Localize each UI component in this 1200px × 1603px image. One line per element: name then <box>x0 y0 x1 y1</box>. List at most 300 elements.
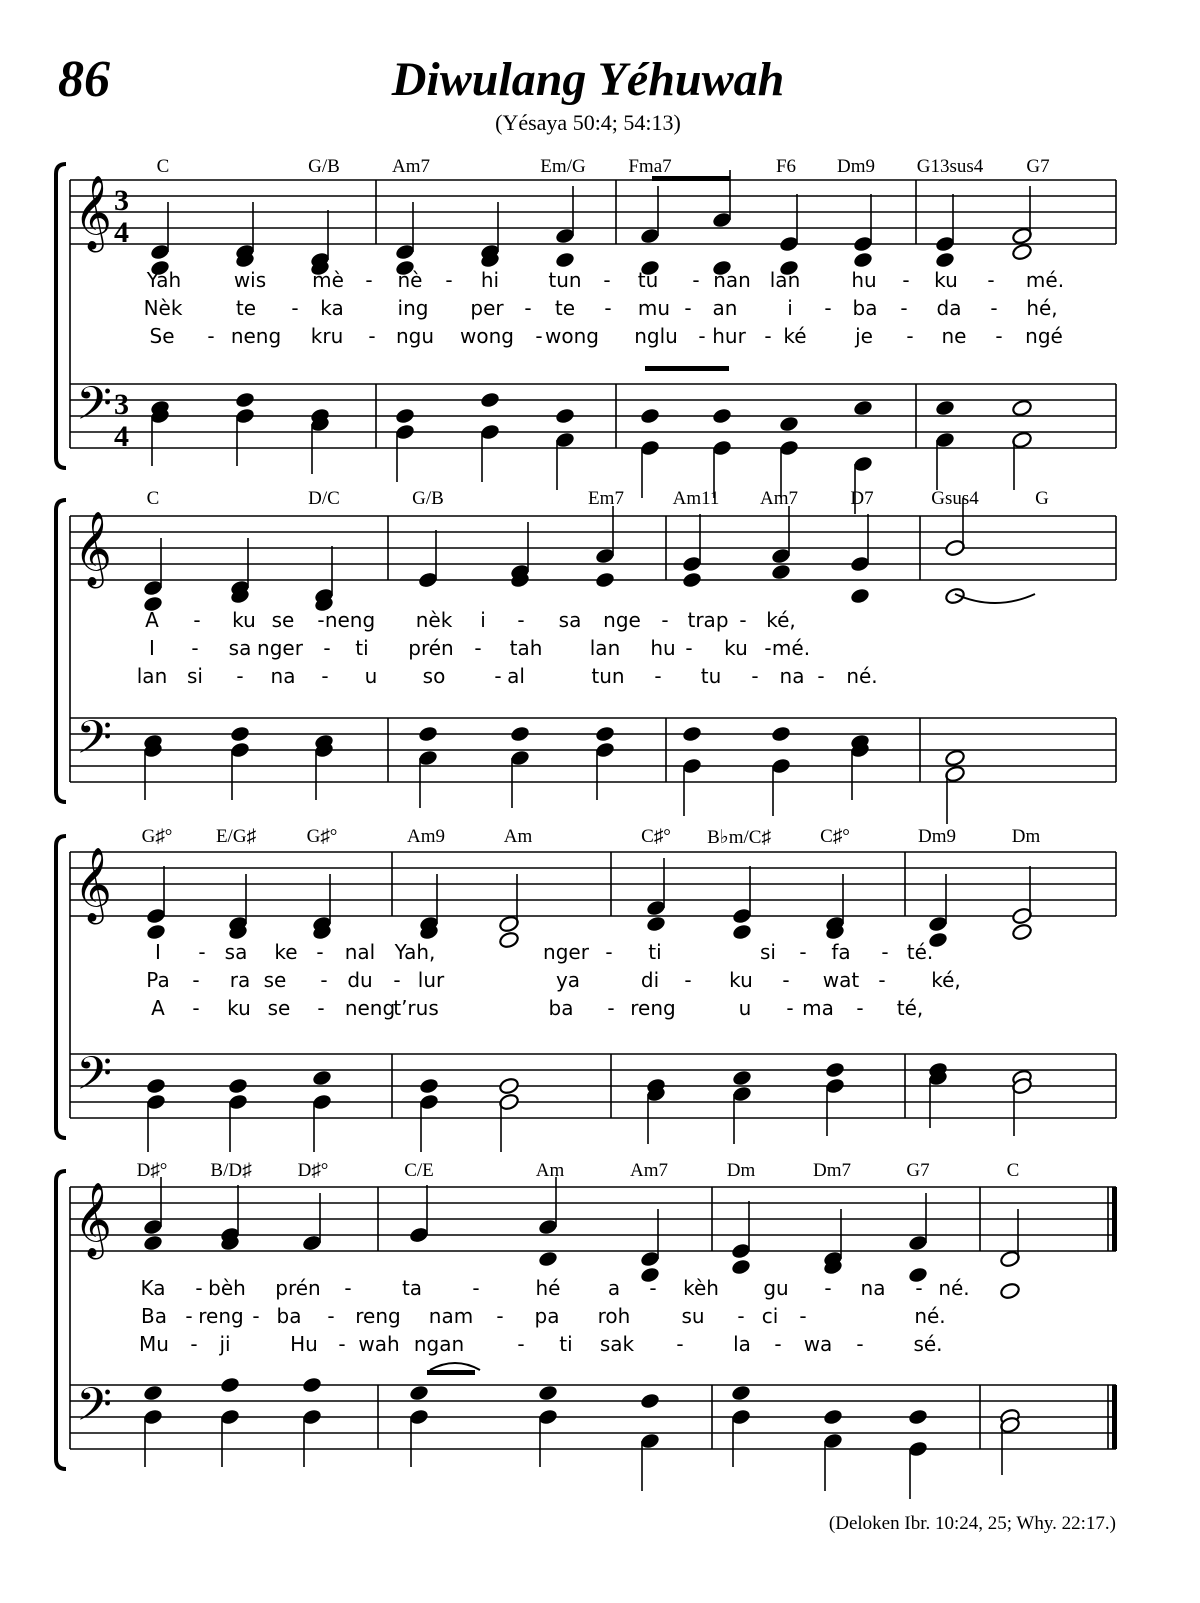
chord-symbol: G <box>1035 488 1049 509</box>
notehead <box>394 407 415 425</box>
lyric-hyphen: - <box>338 1332 346 1356</box>
lyric-syllable: nè <box>397 268 423 292</box>
notehead <box>681 725 702 743</box>
notehead <box>770 725 791 743</box>
notehead <box>537 1250 558 1268</box>
lyric-syllable: nglu <box>634 324 678 348</box>
chord-symbol: G7 <box>906 1160 930 1181</box>
lyric-syllable: ke <box>274 940 298 964</box>
lyric-syllable: al <box>507 664 525 688</box>
lyric-hyphen: - <box>878 968 886 992</box>
treble-chord <box>645 858 666 933</box>
treble-chord <box>417 530 438 589</box>
treble-chord <box>731 866 752 941</box>
time-signature-top: 3 <box>114 184 129 217</box>
chord-symbol: G13sus4 <box>916 156 984 177</box>
lyric-syllable: ka <box>320 296 344 320</box>
notehead <box>219 1376 240 1394</box>
treble-chord <box>1011 866 1032 941</box>
lyric-syllable: su <box>681 1304 705 1328</box>
treble-chord <box>852 194 873 269</box>
beam <box>645 366 729 371</box>
lyric-hyphen: - <box>902 268 910 292</box>
notehead <box>498 1077 519 1095</box>
lyric-hyphen: - <box>321 664 329 688</box>
lyric-syllable: hi <box>480 268 500 292</box>
lyric-hyphen: - <box>496 1304 504 1328</box>
lyric-syllable: ra <box>229 968 251 992</box>
treble-chord <box>711 170 732 277</box>
lyric-syllable: sa <box>558 608 582 632</box>
bass-chord <box>645 1077 666 1144</box>
treble-chord <box>498 874 519 949</box>
lyric-hyphen: - <box>764 636 772 660</box>
chord-symbol: G♯° <box>306 826 338 847</box>
system-bracket <box>56 836 66 1138</box>
chord-symbol: Am <box>535 1160 565 1181</box>
notehead <box>301 1376 322 1394</box>
chord-symbol: E/G♯ <box>215 826 257 847</box>
lyric-syllable: tun <box>548 268 582 292</box>
notehead <box>1011 399 1032 417</box>
lyric-hyphen: - <box>291 296 299 320</box>
lyric-hyphen: - <box>661 608 669 632</box>
lyric-syllable: lur <box>417 968 445 992</box>
chord-symbol: C♯° <box>641 826 671 847</box>
lyric-syllable: ku <box>724 636 748 660</box>
bass-clef: 𝄢 <box>76 1378 113 1443</box>
lyric-hyphen: - <box>190 1332 198 1356</box>
notehead <box>822 1408 843 1426</box>
lyric-syllable: Yah <box>146 268 182 292</box>
lyric-hyphen: - <box>915 1276 923 1300</box>
chord-symbol: D♯° <box>297 1160 329 1181</box>
lyric-syllable: mé. <box>1025 268 1065 292</box>
chord-symbol: Em/G <box>540 156 586 177</box>
chord-symbol: C/E <box>404 1160 434 1181</box>
footnote: (Deloken Ibr. 10:24, 25; Why. 22:17.) <box>828 1513 1116 1534</box>
lyric-hyphen: - <box>774 1332 782 1356</box>
notehead <box>730 1258 751 1276</box>
lyric-syllable: se <box>271 608 295 632</box>
notehead <box>145 1077 166 1095</box>
chord-symbol: C♯° <box>820 826 850 847</box>
lyric-syllable: ba <box>276 1304 302 1328</box>
lyric-syllable: ji <box>219 1332 231 1356</box>
lyric-hyphen: - <box>323 636 331 660</box>
lyric-syllable: ku <box>729 968 753 992</box>
lyric-syllable: hur <box>712 324 746 348</box>
bass-chord <box>418 1077 439 1152</box>
bass-chord <box>711 407 732 498</box>
lyric-syllable: ing <box>397 296 429 320</box>
lyric-syllable: Pa <box>146 968 170 992</box>
lyric-syllable: si <box>760 940 776 964</box>
lyric-syllable: na <box>860 1276 886 1300</box>
notehead <box>594 571 615 589</box>
lyric-hyphen: - <box>535 324 543 348</box>
lyric-hyphen: - <box>524 296 532 320</box>
lyric-syllable: neng <box>344 996 396 1020</box>
treble-chord <box>639 1209 660 1284</box>
lyric-syllable: hé, <box>1026 296 1058 320</box>
lyric-syllable: ne <box>941 324 967 348</box>
lyric-hyphen: - <box>799 1304 807 1328</box>
lyric-hyphen: - <box>317 996 325 1020</box>
lyric-hyphen: - <box>995 324 1003 348</box>
lyric-hyphen: - <box>685 636 693 660</box>
system-bracket <box>56 1171 66 1469</box>
chord-symbol: Am11 <box>672 488 720 509</box>
chord-symbol: G/B <box>412 488 444 509</box>
notehead <box>852 399 873 417</box>
lyric-syllable: ba <box>852 296 878 320</box>
bass-chord <box>227 1077 248 1152</box>
lyric-hyphen: - <box>193 608 201 632</box>
bass-chord <box>537 1384 558 1467</box>
bass-chord <box>594 725 615 800</box>
lyric-syllable: ké <box>783 324 807 348</box>
chord-symbol: Am9 <box>407 826 445 847</box>
chord-symbol: B♭m/C♯ <box>707 827 771 848</box>
bass-chord <box>309 407 330 474</box>
notehead <box>509 725 530 743</box>
lyric-syllable: si <box>187 664 203 688</box>
lyric-syllable: u <box>738 996 752 1020</box>
lyric-syllable: reng <box>198 1304 244 1328</box>
bass-chord <box>639 1392 660 1491</box>
lyric-syllable: mu <box>637 296 671 320</box>
notehead <box>594 725 615 743</box>
lyric-hyphen: - <box>327 1304 335 1328</box>
lyric-syllable: ti <box>559 1332 573 1356</box>
chord-symbol: Dm <box>726 1160 756 1181</box>
notehead <box>639 407 660 425</box>
scripture-reference: (Yésaya 50:4; 54:13) <box>495 110 681 135</box>
bass-chord <box>770 725 791 816</box>
notehead <box>1011 243 1032 261</box>
lyric-syllable: I <box>149 636 155 660</box>
lyric-syllable: né. <box>846 664 878 688</box>
chord-symbol: D/C <box>308 488 340 509</box>
lyric-syllable: nger <box>543 940 589 964</box>
lyric-syllable: gu <box>763 1276 789 1300</box>
lyric-syllable: ba <box>548 996 574 1020</box>
lyric-hyphen: - <box>607 996 615 1020</box>
lyric-syllable: Se <box>149 324 175 348</box>
lyric-hyphen: - <box>824 1276 832 1300</box>
tie <box>955 594 1035 603</box>
treble-chord <box>907 1193 928 1284</box>
chord-symbol: Dm7 <box>813 1160 851 1181</box>
chord-symbol: Am7 <box>760 488 798 509</box>
treble-chord <box>149 202 170 277</box>
chord-symbol: D♯° <box>136 1160 168 1181</box>
bass-chord <box>639 407 660 498</box>
lyric-syllable: Ka <box>140 1276 166 1300</box>
lyric-syllable: wa <box>803 1332 833 1356</box>
lyric-syllable: neng <box>230 324 282 348</box>
lyric-syllable: na <box>270 664 296 688</box>
treble-chord <box>537 1177 558 1268</box>
lyric-syllable: kru <box>310 324 344 348</box>
lyric-hyphen: - <box>786 996 794 1020</box>
notehead <box>852 251 873 269</box>
lyric-hyphen: - <box>881 940 889 964</box>
treble-chord <box>730 1201 751 1276</box>
chord-symbol: B/D♯ <box>210 1160 252 1181</box>
lyric-syllable: hu <box>650 636 676 660</box>
lyric-syllable: te <box>554 296 576 320</box>
lyric-hyphen: - <box>365 268 373 292</box>
notehead <box>778 415 799 433</box>
notehead <box>229 725 250 743</box>
bass-chord <box>824 1061 845 1136</box>
bass-clef: 𝄢 <box>76 1047 113 1112</box>
lyric-syllable: nan <box>713 268 751 292</box>
lyric-hyphen: - <box>799 940 807 964</box>
chord-symbol: Dm <box>1011 826 1041 847</box>
lyric-hyphen: - <box>195 1276 203 1300</box>
chord-symbol: G♯° <box>141 826 173 847</box>
lyric-hyphen: - <box>739 608 747 632</box>
bass-chord <box>234 391 255 466</box>
lyric-syllable: tu <box>637 268 659 292</box>
lyric-syllable: wah <box>358 1332 400 1356</box>
lyric-syllable: du <box>347 968 373 992</box>
treble-chord <box>142 1177 163 1252</box>
treble-clef: 𝄞 <box>74 848 112 922</box>
bass-chord <box>999 1408 1020 1475</box>
notehead <box>849 587 870 605</box>
notehead <box>537 1384 558 1402</box>
lyric-syllable: se <box>267 996 291 1020</box>
lyric-syllable: Ba <box>141 1304 167 1328</box>
lyric-syllable: i <box>787 296 793 320</box>
bass-chord <box>408 1384 429 1467</box>
bass-chord <box>1011 399 1032 490</box>
chord-symbol: F6 <box>775 156 797 177</box>
lyric-syllable: hé <box>535 1276 561 1300</box>
bass-staff <box>70 1054 1116 1118</box>
lyric-syllable: Hu <box>290 1332 318 1356</box>
notehead <box>408 1384 429 1402</box>
lyric-syllable: nam <box>428 1304 474 1328</box>
lyric-syllable: Mu <box>139 1332 169 1356</box>
notehead <box>417 725 438 743</box>
lyric-hyphen: - <box>517 608 525 632</box>
lyric-syllable: kèh <box>683 1276 719 1300</box>
bass-chord <box>730 1384 751 1467</box>
lyric-hyphen: - <box>603 268 611 292</box>
chord-symbol: Gsus4 <box>931 488 979 509</box>
lyric-hyphen: - <box>764 324 772 348</box>
notehead <box>907 1408 928 1426</box>
bass-chord <box>934 399 955 490</box>
lyric-syllable: t’rus <box>393 996 439 1020</box>
lyric-syllable: nèk <box>415 608 453 632</box>
lyric-hyphen: - <box>698 324 706 348</box>
lyric-syllable: u <box>364 664 378 688</box>
lyric-syllable: Yah, <box>394 940 436 964</box>
song-title: Diwulang Yéhuwah <box>391 53 785 106</box>
bass-chord <box>229 725 250 800</box>
bass-chord <box>778 415 799 498</box>
lyric-hyphen: - <box>517 1332 525 1356</box>
treble-clef: 𝄞 <box>74 1183 112 1257</box>
lyric-syllable: té, <box>896 996 924 1020</box>
notehead <box>142 1384 163 1402</box>
notehead <box>554 407 575 425</box>
notehead <box>142 1234 163 1252</box>
lyric-syllable: ti <box>648 940 662 964</box>
lyric-hyphen: - <box>737 1304 745 1328</box>
treble-chord <box>944 498 965 605</box>
lyric-hyphen: - <box>856 996 864 1020</box>
treble-chord <box>1011 186 1032 261</box>
treble-chord <box>408 1185 429 1244</box>
final-barline-thick <box>1112 1187 1117 1251</box>
lyric-syllable: ci <box>761 1304 779 1328</box>
lyric-hyphen: - <box>185 1304 193 1328</box>
lyric-syllable: per <box>470 296 504 320</box>
lyric-syllable: wong <box>460 324 514 348</box>
lyric-hyphen: - <box>856 1332 864 1356</box>
lyric-syllable: la <box>733 1332 751 1356</box>
lyric-syllable: ngu <box>395 324 435 348</box>
time-signature-top: 3 <box>114 388 129 421</box>
notehead <box>227 1077 248 1095</box>
treble-chord <box>770 506 791 581</box>
bass-chord <box>944 749 965 824</box>
treble-chord <box>927 874 948 949</box>
chord-symbol: Dm9 <box>837 156 875 177</box>
chord-symbol: G/B <box>308 156 340 177</box>
lyric-syllable: i <box>480 608 486 632</box>
lyric-syllable: je <box>855 324 873 348</box>
lyric-syllable: nge <box>603 608 641 632</box>
lyric-syllable: a <box>607 1276 621 1300</box>
treble-staff <box>70 180 1116 244</box>
lyric-hyphen: - <box>320 968 328 992</box>
lyric-syllable: mè <box>312 268 344 292</box>
chord-symbol: Am <box>503 826 533 847</box>
lyric-syllable: lan <box>589 636 621 660</box>
notehead <box>730 1384 751 1402</box>
notehead <box>824 1061 845 1079</box>
lyric-syllable: pa <box>534 1304 560 1328</box>
chord-symbol: C <box>146 488 160 509</box>
lyric-hyphen: - <box>252 1304 260 1328</box>
notehead <box>731 923 752 941</box>
notehead <box>731 1069 752 1087</box>
lyric-syllable: wis <box>233 268 267 292</box>
bass-chord <box>394 407 415 482</box>
lyric-syllable: so <box>422 664 446 688</box>
lyric-syllable: tun <box>591 664 625 688</box>
lyric-syllable: ya <box>555 968 581 992</box>
time-signature-bottom: 4 <box>114 216 129 249</box>
song-number: 86 <box>58 51 110 108</box>
bass-chord <box>219 1376 240 1467</box>
bass-clef: 𝄢 <box>76 711 113 776</box>
treble-chord <box>394 202 415 277</box>
lyric-syllable: da <box>936 296 962 320</box>
lyric-hyphen: - <box>605 940 613 964</box>
chord-symbol: Dm9 <box>918 826 956 847</box>
lyric-syllable: tu <box>700 664 722 688</box>
lyric-hyphen: - <box>368 324 376 348</box>
notehead <box>711 407 732 425</box>
notehead <box>645 915 666 933</box>
lyric-syllable: nger <box>257 636 303 660</box>
chord-symbol: G7 <box>1026 156 1050 177</box>
lyric-syllable: an <box>712 296 738 320</box>
notehead <box>479 391 500 409</box>
lyric-syllable: reng <box>630 996 676 1020</box>
lyric-syllable: trap <box>687 608 729 632</box>
notehead <box>934 399 955 417</box>
lyric-syllable: sé. <box>913 1332 943 1356</box>
lyric-hyphen: - <box>316 940 324 964</box>
lyric-syllable: tah <box>509 636 543 660</box>
lyric-syllable: sa <box>228 636 252 660</box>
lyric-syllable: Nèk <box>143 296 183 320</box>
lyric-hyphen: - <box>649 1276 657 1300</box>
treble-chord <box>999 1209 1020 1300</box>
treble-chord <box>681 514 702 589</box>
lyric-syllable: wat <box>822 968 860 992</box>
lyric-hyphen: - <box>494 664 502 688</box>
treble-chord <box>778 194 799 277</box>
lyric-syllable: se <box>263 968 287 992</box>
lyric-syllable: ku <box>934 268 958 292</box>
lyric-syllable: nal <box>344 940 376 964</box>
lyric-syllable: lan <box>136 664 168 688</box>
notehead <box>418 1077 439 1095</box>
lyric-syllable: di <box>640 968 660 992</box>
treble-chord <box>849 514 870 605</box>
lyric-hyphen: - <box>990 296 998 320</box>
beam <box>427 1370 475 1375</box>
lyric-hyphen: - <box>676 1332 684 1356</box>
lyric-hyphen: - <box>191 636 199 660</box>
notehead <box>770 563 791 581</box>
lyric-syllable: prén <box>275 1276 321 1300</box>
lyric-hyphen: - <box>987 268 995 292</box>
notehead <box>999 1282 1020 1300</box>
notehead <box>934 251 955 269</box>
lyric-hyphen: - <box>817 664 825 688</box>
slur <box>430 1363 480 1370</box>
lyric-hyphen: - <box>654 664 662 688</box>
lyric-hyphen: - <box>782 968 790 992</box>
treble-chord <box>142 538 163 613</box>
lyric-syllable: lan <box>769 268 801 292</box>
lyric-hyphen: - <box>900 296 908 320</box>
lyric-hyphen: - <box>192 968 200 992</box>
notehead <box>554 251 575 269</box>
time-signature-bottom: 4 <box>114 420 129 453</box>
notehead <box>1011 923 1032 941</box>
lyric-syllable: fa <box>831 940 851 964</box>
lyric-syllable: ngé <box>1025 324 1063 348</box>
lyric-hyphen: - <box>906 324 914 348</box>
system-bracket <box>56 164 66 468</box>
treble-chord <box>145 866 166 941</box>
bass-chord <box>681 725 702 816</box>
notehead <box>639 1392 660 1410</box>
